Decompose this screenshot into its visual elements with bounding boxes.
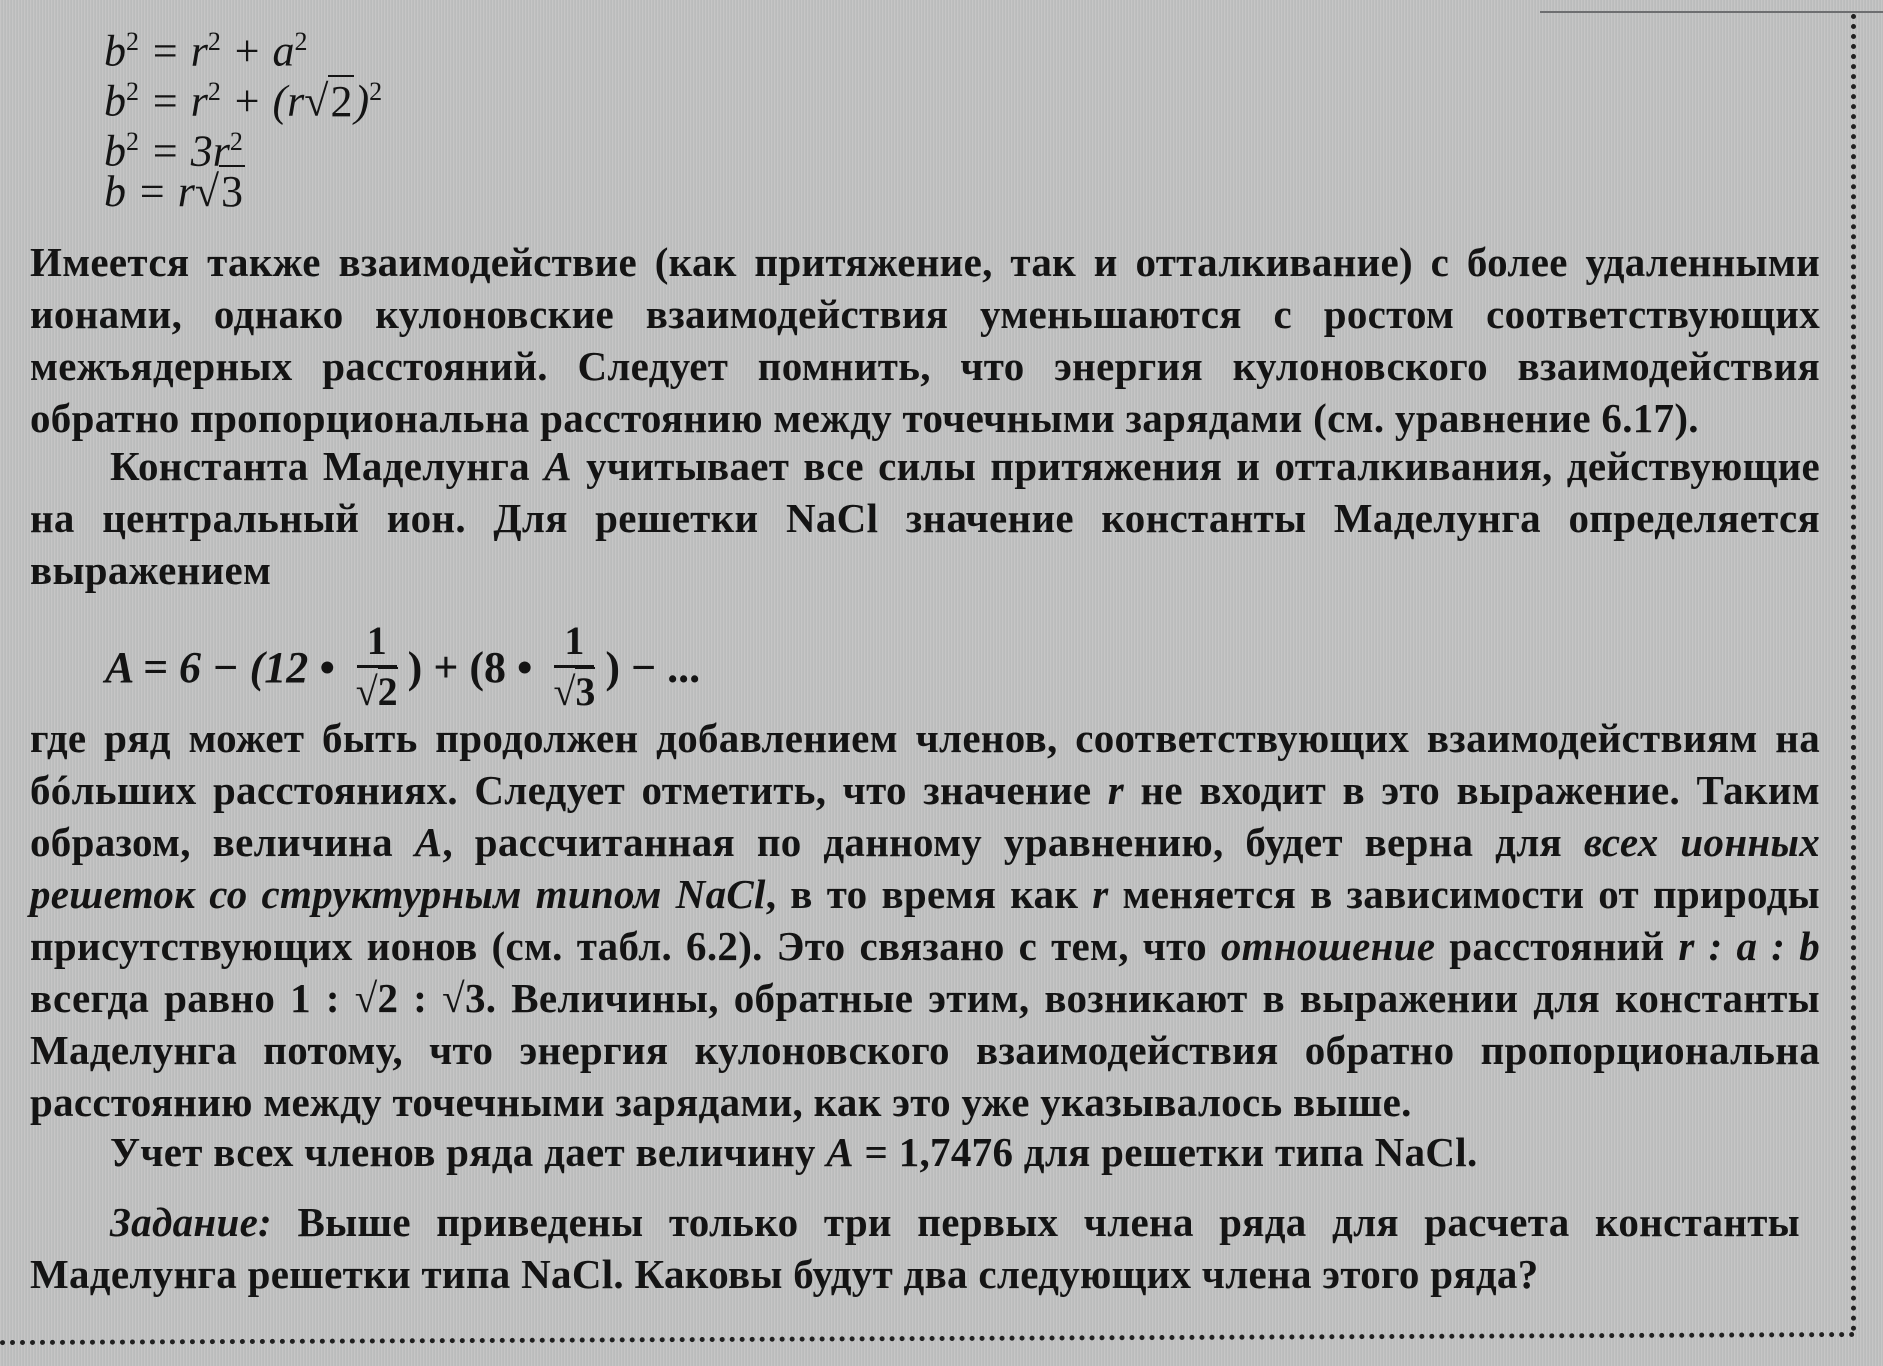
fraction-1-over-sqrt2: $\frac{1}{√2}$	[355, 617, 398, 714]
equation-2: $b^2 = r^2 + (r√2)^2$	[104, 76, 383, 126]
equation-4: b = r√3	[104, 167, 243, 216]
paragraph-madelung-value: Учет всех членов ряда дает величину A = 1,7476 для решетки типа NaCl.	[110, 1129, 1478, 1175]
dotted-frame-bottom	[0, 1332, 1856, 1345]
equation-3: $b^2 = 3r^2$	[104, 126, 243, 176]
task-paragraph: Задание: Выше приведены только три первых члена ряда для расчета константы Маделунга решетки типа NaCl. Каковы будут два следующих члена этого ряда?	[30, 1199, 1800, 1297]
dotted-frame-right	[1851, 14, 1856, 1332]
page-top-rule	[1540, 11, 1883, 13]
sqrt-symbol: √2	[304, 76, 353, 126]
paragraph-madelung-intro: Константа Маделунга A учитывает все силы притяжения и отталкивания, действующие на центральный ион. Для решетки NaCl значение константы Маделунга определяется выражением	[30, 443, 1820, 593]
sqrt-symbol: √3	[194, 167, 243, 216]
fraction-1-over-sqrt3: $\frac{1}{√3}$	[553, 617, 596, 714]
paragraph-series-explanation: где ряд может быть продолжен добавлением членов, соответствующих взаимодействиям на бóльших расстояниях. Следует отметить, что значение r не входит в это выражение. Таким образом, величина A, рассчитанная по данному уравнению, будет верна для всех ионных решеток со структурным типом NaCl, в то время как r меняется в зависимости от природы присутствующих ионов (см. табл. 6.2). Это связано с тем, что отношение расстояний r : a : b всегда равно 1 : √2 : √3. Величины, обратные этим, возникают в выражении для константы Маделунга потому, что энергия кулоновского взаимодействия обратно пропорциональна расстоянию между точечными зарядами, как это уже указывалось выше.	[30, 715, 1820, 1125]
equation-1: $b^2 = r^2 + a^2$	[104, 26, 308, 76]
madelung-formula: A = 6 − (12 • $\frac{1}{√2}$ ) + (8 • $\frac{1}{√3}$ ) − ...	[105, 617, 701, 714]
paragraph-interactions: Имеется также взаимодействие (как притяжение, так и отталкивание) с более удаленными ионами, однако кулоновские взаимодействия уменьшаются с ростом соответствующих межъядерных расстояний. Следует помнить, что энергия кулоновского взаимодействия обратно пропорциональна расстоянию между точечными зарядами (см. уравнение 6.17).	[30, 239, 1820, 441]
task-label: Задание:	[110, 1199, 273, 1245]
